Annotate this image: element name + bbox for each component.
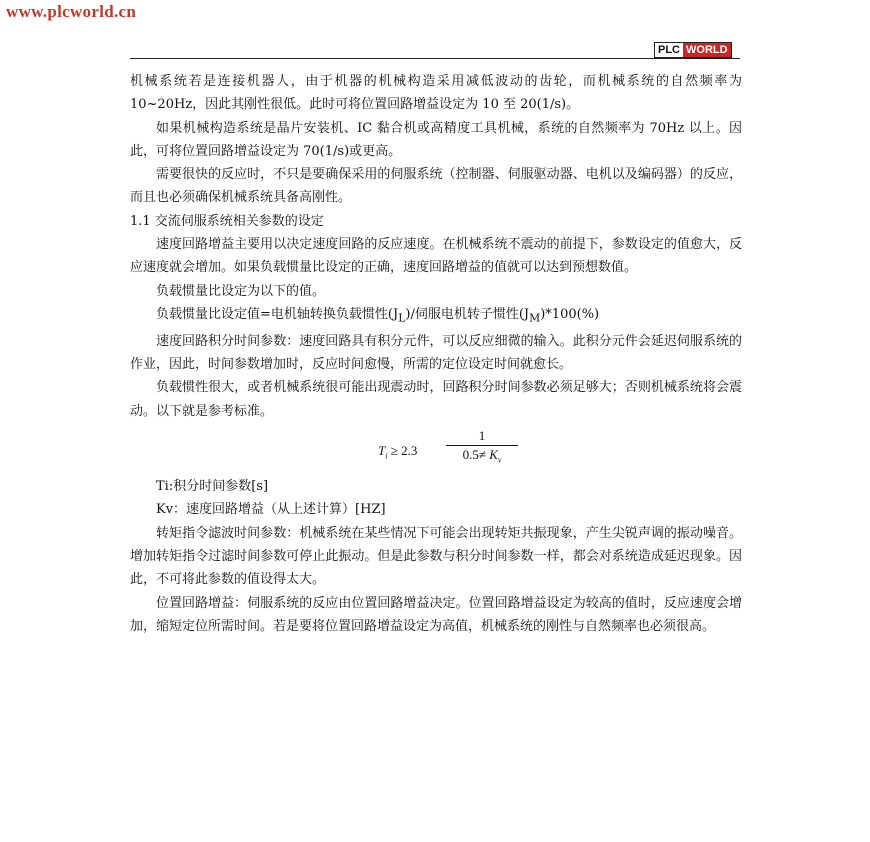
- inertia-formula-part: 负载惯量比设定值=电机轴转换负载惯性(J: [156, 306, 399, 322]
- site-url[interactable]: www.plcworld.cn: [6, 2, 137, 21]
- paragraph-speed-loop-gain: 速度回路增益主要用以决定速度回路的反应速度。在机械系统不震动的前提下，参数设定的值愈大，反应速度就会增加。如果负载惯量比设定的正确，速度回路增益的值就可以达到预想数值。: [130, 237, 742, 276]
- inertia-formula-part: )*100(%): [540, 306, 600, 322]
- integral-time-formula: [130, 425, 742, 471]
- paragraph-torque-filter: 转矩指令滤波时间参数：机械系统在某些情况下可能会出现转矩共振现象，产生尖锐声调的振动噪音。增加转矩指令过滤时间参数可停止此振动。但是此参数与积分时间参数一样，都会对系统造成延迟现象。因此，不可将此参数的值设得太大。: [130, 525, 742, 588]
- formula-sub-v: v: [497, 455, 502, 465]
- paragraph-robot-frequency: 机械系统若是连接机器人，由于机器的机械构造采用减低波动的齿轮，而机械系统的自然频率为 10~20Hz，因此其刚性很低。此时可将位置回路增益设定为 10 至 20(1/s)。: [130, 74, 742, 113]
- formula-sub-i: i: [385, 451, 388, 461]
- paragraph-large-inertia: 负载惯性很大，或者机械系统很可能出现震动时，回路积分时间参数必须足够大；否则机械系统将会震动。以下就是参考标准。: [130, 380, 742, 419]
- formula-numerator: 1: [478, 428, 486, 444]
- formula-lhs: [378, 439, 417, 468]
- formula-den-const: 0.5≠: [462, 447, 486, 463]
- paragraph-integral-time: 速度回路积分时间参数：速度回路具有积分元件，可以反应细微的输入。此积分元件会延迟伺服系统的作业，因此，时间参数增加时，反应时间愈慢，所需的定位设定时间就愈长。: [130, 333, 742, 373]
- paragraph-inertia-ratio-formula: [130, 303, 742, 330]
- document-body: [130, 70, 742, 638]
- formula-geq: ≥ 2.3: [387, 443, 418, 459]
- formula-var-k: [489, 447, 502, 465]
- paragraph-position-loop-gain: 位置回路增益：伺服系统的反应由位置回路增益决定。位置回路增益设定为较高的值时，反应速度会增加，缩短定位所需时间。若是要将位置回路增益设定为高值，机械系统的刚性与自然频率也必须很高。: [130, 595, 742, 634]
- paragraph-chip-mounter: 如果机械构造系统是晶片安装机、IC 黏合机或高精度工具机械，系统的自然频率为 70Hz 以上。因此，可将位置回路增益设定为 70(1/s)或更高。: [130, 120, 742, 159]
- header-divider: [130, 58, 740, 59]
- formula-var-t: T: [378, 443, 386, 459]
- inertia-formula-part: )/伺服电机转子惯性(J: [405, 306, 530, 322]
- logo-world-text: WORLD: [683, 43, 731, 57]
- plcworld-logo: [654, 42, 732, 58]
- formula-denominator: [446, 446, 518, 470]
- formula-var-k-text: K: [489, 447, 498, 463]
- paragraph-inertia-ratio-intro: 负载惯量比设定为以下的值。: [156, 283, 326, 299]
- formula-fraction: [446, 427, 518, 470]
- logo-plc-text: PLC: [655, 43, 683, 57]
- inertia-sub-m: M: [529, 311, 541, 325]
- paragraph-fast-response: 需要很快的反应时，不只是要确保采用的伺服系统（控制器、伺服驱动器、电机以及编码器）的反应，而且也必须确保机械系统具备高刚性。: [130, 167, 742, 206]
- section-heading: 1.1 交流伺服系统相关参数的设定: [130, 213, 324, 229]
- inertia-sub-l: L: [398, 311, 406, 325]
- definition-kv: Kv：速度回路增益（从上述计算）[HZ]: [156, 502, 386, 518]
- definition-ti: Ti:积分时间参数[s]: [156, 479, 269, 495]
